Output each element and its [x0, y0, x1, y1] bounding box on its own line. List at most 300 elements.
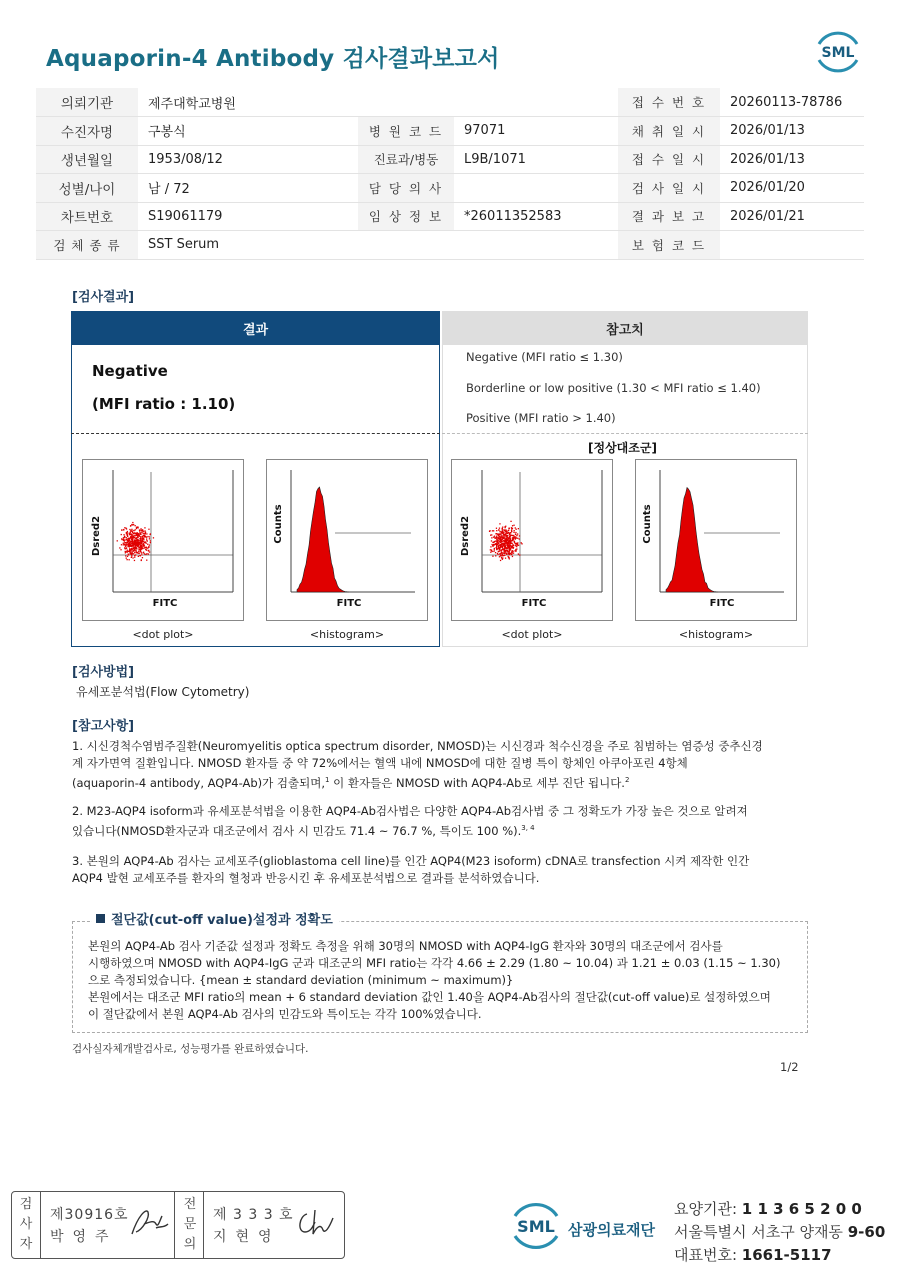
dot-mark [499, 539, 500, 540]
dot-mark [499, 533, 500, 534]
dot-mark [135, 546, 136, 547]
dot-mark [138, 551, 139, 552]
dot-mark [123, 538, 124, 539]
dot-mark [507, 544, 508, 545]
clinical-info-label: 임 상 정 보 [358, 202, 454, 231]
dot-mark [139, 555, 140, 556]
dot-mark [131, 555, 132, 556]
dot-mark [148, 553, 149, 554]
address-number: 9-60 [847, 1223, 886, 1241]
insurance-code-label: 보 험 코 드 [618, 231, 720, 260]
dot-mark [502, 529, 503, 530]
dot-mark [135, 548, 136, 549]
receipt-date-label: 접 수 일 시 [618, 145, 720, 174]
note-text: 있습니다(NMOSD환자군과 대조군에서 검사 시 민감도 71.4 ~ 76.7 %, 특이도 100 %). [72, 823, 522, 838]
tester-label [13, 1195, 39, 1255]
dot-mark [517, 538, 518, 539]
dot-mark [144, 547, 145, 548]
dot-mark [143, 533, 144, 534]
report-date-label: 결 과 보 고 [618, 202, 720, 231]
dot-mark [123, 534, 124, 535]
results-section-title: [검사결과] [72, 290, 135, 305]
dot-mark [142, 557, 143, 558]
dot-mark [136, 538, 137, 539]
dot-mark [500, 544, 501, 545]
dot-mark [135, 543, 136, 544]
dot-mark [510, 542, 511, 543]
dot-mark [136, 545, 137, 546]
control-dot-plot [451, 459, 613, 621]
dot-mark [499, 523, 500, 524]
ref-negative: Negative (MFI ratio ≤ 1.30) [466, 350, 623, 364]
dot-mark [513, 544, 514, 545]
dot-mark [498, 529, 499, 530]
test-date: 2026/01/20 [720, 174, 864, 203]
dot-mark [136, 552, 137, 553]
note-1 [72, 738, 812, 792]
dot-mark [134, 550, 135, 551]
histogram-svg [636, 460, 798, 622]
dot-mark [138, 553, 139, 554]
dot-mark [518, 528, 519, 529]
dot-mark [501, 545, 502, 546]
dot-mark [500, 555, 501, 556]
dot-mark [502, 528, 503, 529]
dot-mark [496, 548, 497, 549]
dot-mark [132, 537, 133, 538]
label-char: 문 [183, 1217, 197, 1232]
divider [71, 433, 440, 434]
dot-mark [124, 536, 125, 537]
dot-mark [132, 541, 133, 542]
dot-mark [502, 557, 503, 558]
histogram-y-label: Counts [273, 504, 284, 544]
sex-age: 남 / 72 [138, 174, 358, 203]
dot-mark [127, 559, 128, 560]
dot-mark [506, 547, 507, 548]
dot-mark [153, 537, 154, 538]
dot-mark [141, 552, 142, 553]
dot-mark [500, 538, 501, 539]
dot-mark [143, 531, 144, 532]
birth-date-label: 생년월일 [36, 145, 138, 174]
dot-mark [121, 529, 122, 530]
dot-plot-y-label: Dsred2 [91, 515, 102, 557]
dot-mark [508, 542, 509, 543]
phone [674, 1244, 832, 1265]
hospital-code-label: 병 원 코 드 [358, 117, 454, 146]
cutoff-line: 이 절단값에서 본원 AQP4-Ab 검사의 민감도와 특이도는 각각 100%였습니다. [88, 1007, 482, 1021]
specimen: SST Serum [138, 231, 618, 260]
dot-mark [140, 536, 141, 537]
ref-borderline: Borderline or low positive (1.30 < MFI ratio ≤ 1.40) [466, 381, 761, 395]
institution-code [674, 1198, 862, 1219]
dot-mark [128, 543, 129, 544]
dot-mark [490, 552, 491, 553]
dot-mark [139, 532, 140, 533]
dot-mark [132, 524, 133, 525]
dot-mark [133, 546, 134, 547]
dot-mark [137, 542, 138, 543]
dot-mark [509, 558, 510, 559]
dot-mark [138, 542, 139, 543]
dot-mark [518, 545, 519, 546]
dot-mark [513, 535, 514, 536]
department-label: 진료과/병동 [358, 145, 454, 174]
specimen-label: 검 체 종 류 [36, 231, 138, 260]
dot-mark [126, 532, 127, 533]
dot-mark [135, 525, 136, 526]
dot-mark [128, 554, 129, 555]
dot-mark [505, 533, 506, 534]
dot-mark [496, 530, 497, 531]
dot-mark [503, 544, 504, 545]
dot-mark [497, 539, 498, 540]
dot-mark [127, 556, 128, 557]
address-text: 서울특별시 서초구 양재동 [674, 1223, 843, 1241]
dot-mark [517, 542, 518, 543]
dot-mark [144, 527, 145, 528]
dot-mark [503, 555, 504, 556]
dot-mark [508, 530, 509, 531]
dot-mark [500, 560, 501, 561]
dot-mark [504, 546, 505, 547]
dot-mark [138, 540, 139, 541]
dot-mark [141, 541, 142, 542]
dot-mark [499, 534, 500, 535]
dot-mark [125, 546, 126, 547]
dot-mark [510, 538, 511, 539]
note-3 [72, 853, 812, 887]
dot-mark [147, 544, 148, 545]
dot-mark [150, 540, 151, 541]
dot-mark [130, 550, 131, 551]
dot-mark [496, 536, 497, 537]
dot-plot-x-label: FITC [152, 598, 178, 609]
dot-mark [501, 549, 502, 550]
dot-mark [501, 557, 502, 558]
dot-mark [511, 554, 512, 555]
cutoff-line: 으로 측정되었습니다. {mean ± standard deviation (minimum ~ maximum)} [88, 973, 514, 987]
reference-header: 참고치 [442, 311, 808, 345]
dot-mark [505, 551, 506, 552]
dot-mark [138, 556, 139, 557]
dot-mark [127, 532, 128, 533]
dot-plot-x-label: FITC [521, 598, 547, 609]
dot-mark [128, 551, 129, 552]
table-row [36, 117, 864, 146]
dot-mark [502, 559, 503, 560]
table-row [36, 174, 864, 203]
dot-mark [496, 537, 497, 538]
dot-mark [491, 537, 492, 538]
dot-mark [514, 541, 515, 542]
dot-mark [514, 550, 515, 551]
dot-mark [144, 553, 145, 554]
dot-mark [505, 526, 506, 527]
dot-mark [500, 536, 501, 537]
square-bullet-icon [96, 914, 105, 923]
dot-mark [137, 535, 138, 536]
dot-mark [516, 543, 517, 544]
patient-info-table [36, 88, 864, 260]
cutoff-text [88, 938, 796, 1023]
dot-mark [511, 531, 512, 532]
dot-mark [134, 555, 135, 556]
dot-mark [503, 552, 504, 553]
note-line [72, 820, 812, 840]
dot-mark [141, 554, 142, 555]
dot-mark [125, 552, 126, 553]
dot-mark [146, 547, 147, 548]
logo-text: SML [517, 1217, 555, 1236]
dot-mark [507, 533, 508, 534]
dot-mark [492, 530, 493, 531]
divider [174, 1191, 175, 1259]
dot-mark [141, 532, 142, 533]
dot-mark [519, 535, 520, 536]
dot-mark [494, 536, 495, 537]
dot-mark [124, 540, 125, 541]
table-row [36, 202, 864, 231]
dot-plot-caption: <dot plot> [132, 628, 194, 641]
dot-mark [503, 534, 504, 535]
dot-mark [516, 535, 517, 536]
dot-mark [142, 546, 143, 547]
dot-mark [142, 529, 143, 530]
dot-mark [149, 536, 150, 537]
dot-mark [512, 543, 513, 544]
dot-mark [499, 536, 500, 537]
footnote: 검사실자체개발검사로, 성능평가를 완료하였습니다. [72, 1043, 309, 1055]
dot-mark [132, 539, 133, 540]
dot-mark [506, 553, 507, 554]
citation: 3, 4 [521, 824, 535, 832]
citation: 1 [325, 776, 330, 784]
patient-name-label: 수진자명 [36, 117, 138, 146]
table-row [36, 145, 864, 174]
dot-mark [146, 550, 147, 551]
histogram-x-label: FITC [336, 598, 362, 609]
dot-mark [135, 541, 136, 542]
dot-mark [130, 546, 131, 547]
dot-mark [141, 549, 142, 550]
dot-mark [497, 544, 498, 545]
dot-mark [134, 540, 135, 541]
dot-mark [129, 542, 130, 543]
dot-mark [143, 544, 144, 545]
note-2 [72, 803, 812, 840]
tester-name: 박영주 [50, 1229, 118, 1245]
dot-mark [510, 543, 511, 544]
dot-mark [141, 530, 142, 531]
dot-mark [504, 551, 505, 552]
specialist-license: 제 3 3 3 호 [213, 1207, 294, 1223]
dot-mark [132, 522, 133, 523]
dot-mark [123, 540, 124, 541]
dot-mark [136, 527, 137, 528]
dot-mark [503, 538, 504, 539]
histogram-peak [666, 488, 718, 593]
dot-mark [131, 553, 132, 554]
dot-mark [129, 559, 130, 560]
dot-mark [144, 542, 145, 543]
dot-mark [506, 540, 507, 541]
dot-mark [117, 540, 118, 541]
dot-mark [513, 538, 514, 539]
dot-mark [132, 551, 133, 552]
dot-mark [146, 539, 147, 540]
dot-mark [150, 533, 151, 534]
dot-mark [126, 547, 127, 548]
tester-signature-icon [128, 1206, 170, 1240]
chart-no-label: 차트번호 [36, 202, 138, 231]
dot-mark [513, 551, 514, 552]
dot-mark [135, 535, 136, 536]
dot-mark [126, 558, 127, 559]
dot-mark [142, 539, 143, 540]
dot-mark [133, 553, 134, 554]
dot-mark [145, 530, 146, 531]
divider [442, 433, 808, 434]
dot-mark [147, 536, 148, 537]
receipt-date: 2026/01/13 [720, 145, 864, 174]
dot-mark [124, 541, 125, 542]
dot-mark [126, 551, 127, 552]
cutoff-title-text: 절단값(cut-off value)설정과 정확도 [111, 913, 333, 928]
dot-mark [499, 556, 500, 557]
histogram-caption: <histogram> [678, 628, 754, 641]
dot-mark [514, 542, 515, 543]
histogram-y-label: Counts [642, 504, 653, 544]
dot-mark [495, 552, 496, 553]
dot-mark [506, 550, 507, 551]
note-line: 2. M23-AQP4 isoform과 유세포분석법을 이용한 AQP4-Ab검사법은 다양한 AQP4-Ab검사법 중 그 정확도가 가장 높은 것으로 알려져 [72, 804, 748, 818]
label-char: 사 [19, 1217, 33, 1232]
dot-mark [132, 545, 133, 546]
dot-mark [492, 551, 493, 552]
phone-value: 1661-5117 [741, 1246, 832, 1264]
dot-mark [134, 552, 135, 553]
dot-mark [498, 545, 499, 546]
dot-mark [129, 533, 130, 534]
dot-mark [134, 557, 135, 558]
dot-mark [494, 537, 495, 538]
phone-label: 대표번호: [674, 1246, 738, 1264]
dot-mark [137, 532, 138, 533]
dot-mark [492, 542, 493, 543]
clinical-info: *26011352583 [454, 202, 618, 231]
dot-mark [494, 544, 495, 545]
dot-mark [132, 557, 133, 558]
note-line: 계 자가면역 질환입니다. NMOSD 환자들 중 약 72%에서는 혈액 내에 NMOSD에 대한 질병 특이 항체인 아쿠아포린 4항체 [72, 756, 688, 770]
dot-mark [499, 528, 500, 529]
note-text: 이 환자들은 NMOSD with AQP4-Ab로 세부 진단 됩니다. [329, 775, 625, 790]
dot-mark [496, 533, 497, 534]
dot-mark [505, 558, 506, 559]
dot-mark [490, 549, 491, 550]
dot-mark [141, 545, 142, 546]
note-text: (aquaporin-4 antibody, AQP4-Ab)가 검출되며, [72, 775, 326, 790]
dot-mark [143, 535, 144, 536]
dot-mark [489, 531, 490, 532]
dot-mark [511, 528, 512, 529]
result-value: Negative [92, 362, 168, 380]
requesting-institution: 제주대학교병원 [138, 88, 618, 117]
label-char: 자 [19, 1237, 33, 1252]
accession-no-label: 접 수 번 호 [618, 88, 720, 117]
dot-mark [129, 549, 130, 550]
code-label: 요양기관: [674, 1200, 738, 1218]
dot-mark [121, 544, 122, 545]
cutoff-line: 시행하였으며 NMOSD with AQP4-IgG 군과 대조군의 MFI ratio는 각각 4.66 ± 2.29 (1.80 ~ 10.04) 과 1.21 ± 0.03 (1.15 ~ 1.30) [88, 956, 781, 970]
dot-mark [131, 529, 132, 530]
dot-mark [134, 560, 135, 561]
dot-mark [496, 528, 497, 529]
address [674, 1221, 885, 1242]
dot-mark [497, 534, 498, 535]
foundation-name: 삼광의료재단 [568, 1221, 655, 1239]
dot-mark [140, 542, 141, 543]
dot-mark [503, 540, 504, 541]
dot-mark [501, 554, 502, 555]
dot-mark [504, 549, 505, 550]
dot-mark [149, 544, 150, 545]
dot-mark [145, 554, 146, 555]
dot-mark [509, 547, 510, 548]
dot-mark [128, 538, 129, 539]
dot-mark [501, 540, 502, 541]
patient-histogram [266, 459, 428, 621]
dot-mark [501, 552, 502, 553]
dot-mark [518, 553, 519, 554]
dot-mark [505, 553, 506, 554]
dot-mark [501, 535, 502, 536]
dot-mark [131, 557, 132, 558]
page-number: 1/2 [780, 1060, 799, 1074]
normal-control-label: [정상대조군] [588, 441, 657, 455]
dot-mark [145, 532, 146, 533]
dot-mark [499, 550, 500, 551]
dot-mark [510, 535, 511, 536]
dot-mark [146, 533, 147, 534]
dot-mark [515, 532, 516, 533]
dot-mark [521, 543, 522, 544]
dot-mark [149, 551, 150, 552]
specialist-signature-icon [293, 1206, 337, 1240]
dot-mark [138, 543, 139, 544]
dot-mark [135, 533, 136, 534]
dot-mark [502, 543, 503, 544]
divider [40, 1191, 41, 1259]
dot-mark [142, 536, 143, 537]
dot-mark [126, 537, 127, 538]
dot-mark [124, 527, 125, 528]
department: L9B/1071 [454, 145, 618, 174]
dot-mark [148, 547, 149, 548]
cutoff-line: 본원의 AQP4-Ab 검사 기준값 설정과 정확도 측정을 위해 30명의 NMOSD with AQP4-IgG 환자와 30명의 대조군에서 검사를 [88, 939, 723, 953]
dot-mark [146, 537, 147, 538]
dot-mark [149, 538, 150, 539]
dot-mark [492, 556, 493, 557]
dot-mark [508, 553, 509, 554]
dot-mark [499, 547, 500, 548]
result-header: 결과 [71, 311, 440, 345]
dot-mark [497, 553, 498, 554]
dot-mark [143, 538, 144, 539]
patient-dot-plot [82, 459, 244, 621]
test-date-label: 검 사 일 시 [618, 174, 720, 203]
